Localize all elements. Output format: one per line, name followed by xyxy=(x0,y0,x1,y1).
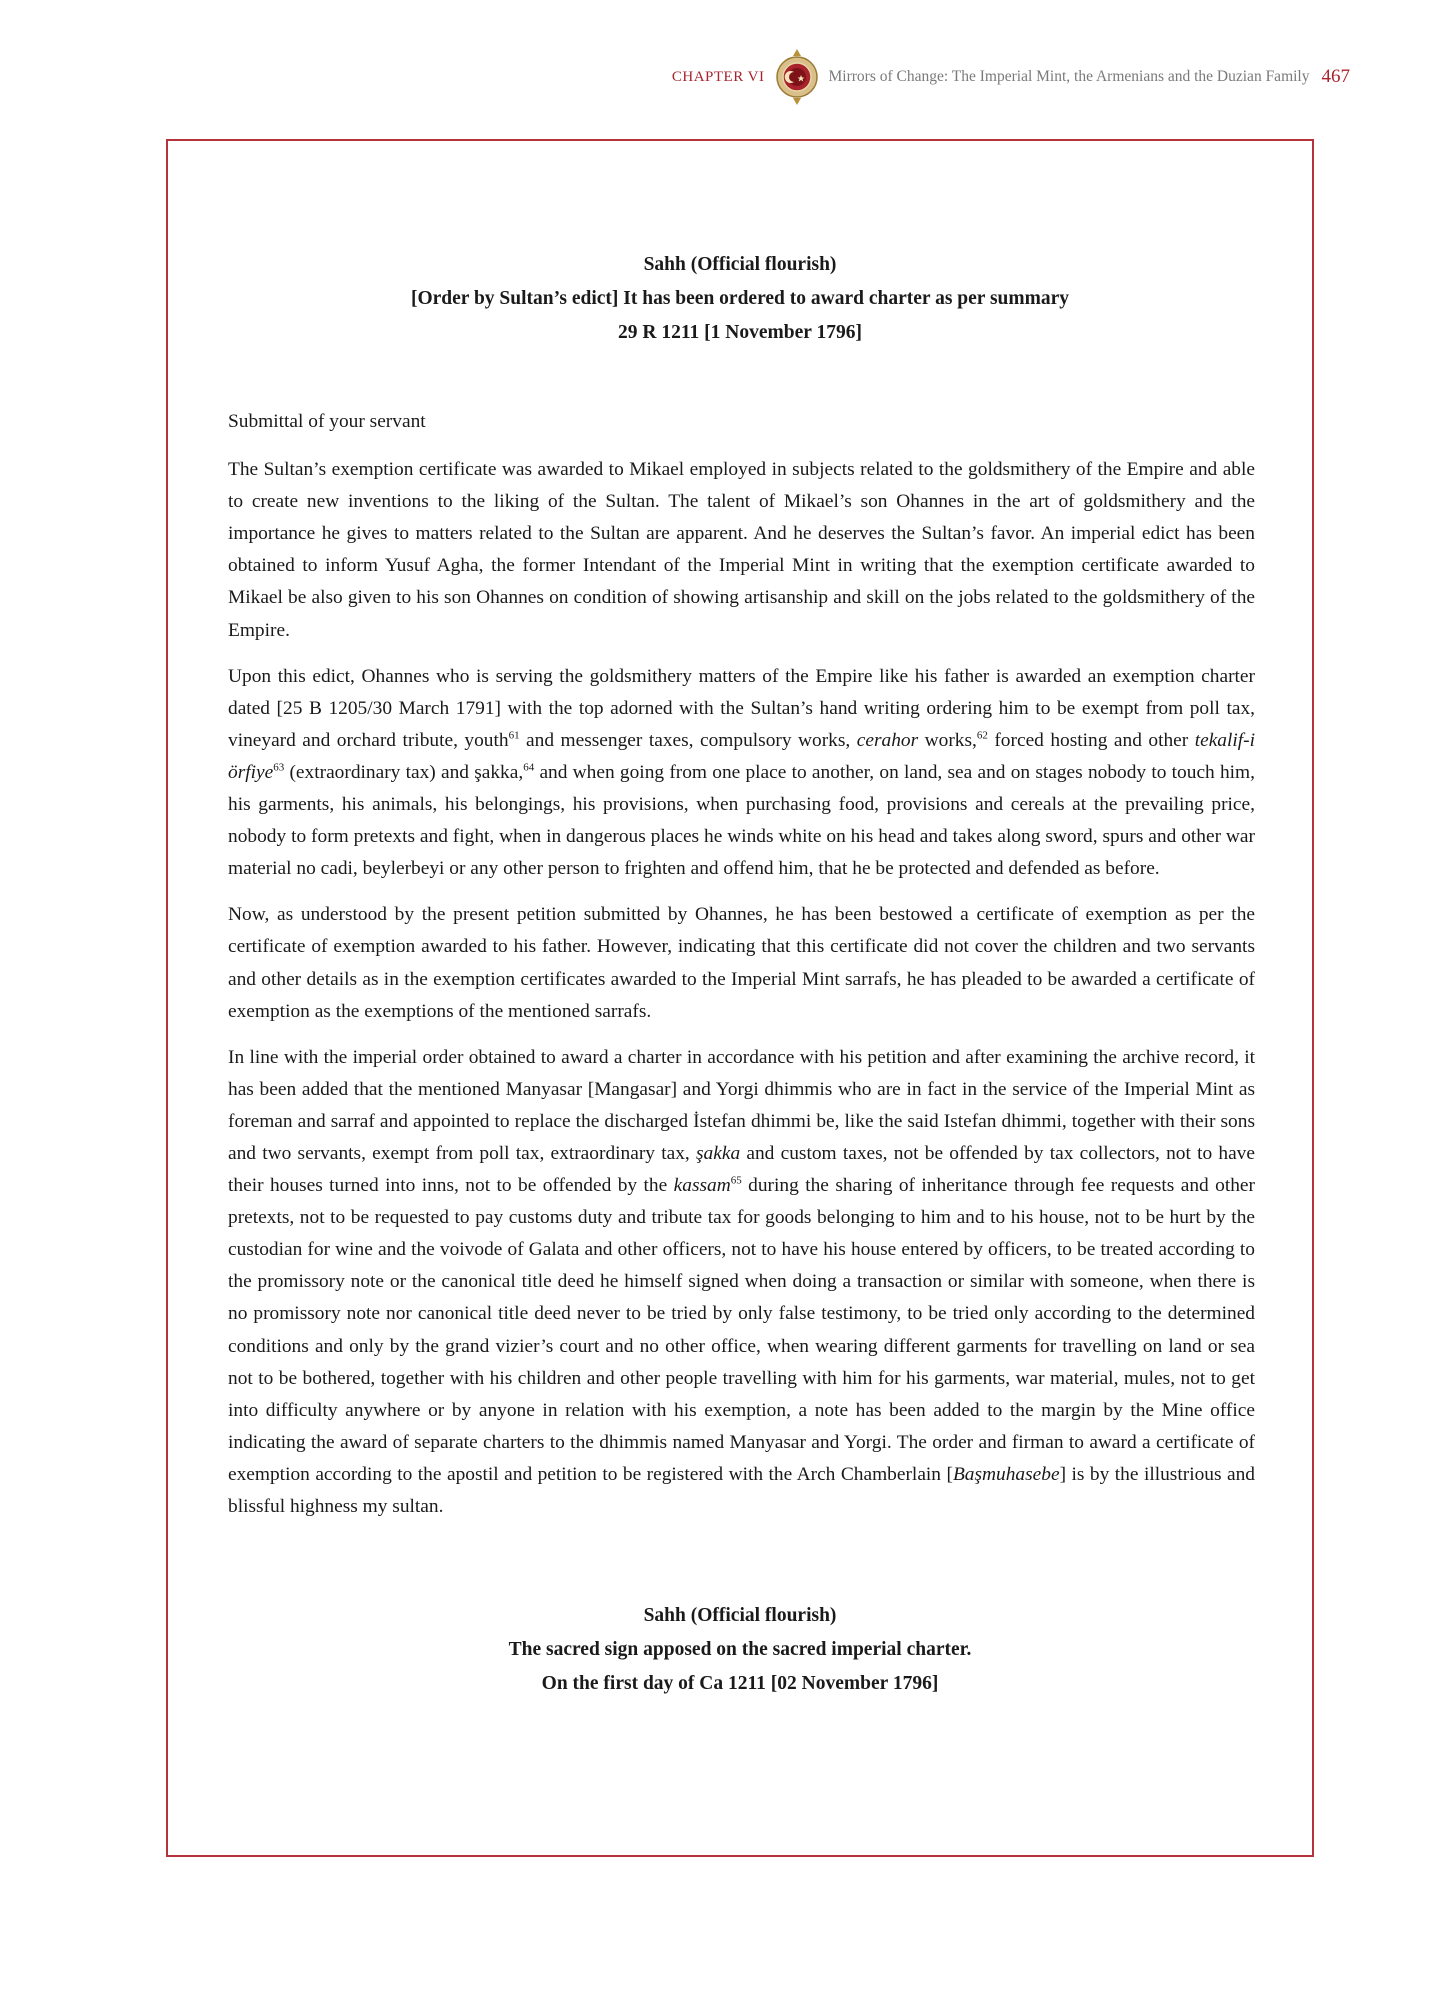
bottom-heading-date: On the first day of Ca 1211 [02 November 1796] xyxy=(541,1673,939,1694)
bottom-heading-flourish: Sahh (Official flourish) xyxy=(643,1605,837,1626)
paragraph-1: The Sultan’s exemption certificate was awarded to Mikael employed in subjects related to the goldsmithery of the Empire and able to create new inventions to the liking of the Sultan. The talent of Mikael’s son Ohannes in the art of goldsmithery and the importance he gives to matters related to the Sultan are apparent. And he deserves the Sultan’s favor. An imperial edict has been obtained to inform Yusuf Agha, the former Intendant of the Imperial Mint in writing that the exemption certificate awarded to Mikael be also given to his son Ohannes on condition of showing artisanship and skill on the jobs related to the goldsmithery of the Empire. xyxy=(228,459,1255,641)
text-span: and when going from one place to another, on land, sea and on stages nobody to touch him, his garments, his animals, his belongings, his provisions, when purchasing food, provisions and cereals at the prevailing price, nobody to form pretexts and fight, when in dangerous places he winds white on his head and takes along sword, spurs and other war material no cadi, beylerbeyi or any other person to frighten and offend him, that he be protected and defended as before. xyxy=(228,761,1255,880)
top-heading xyxy=(168,248,1312,350)
running-title: Mirrors of Change: The Imperial Mint, the Armenians and the Duzian Family xyxy=(828,68,1310,85)
text-span: Upon this edict, Ohannes who is serving the goldsmithery matters of the Empire like his father is awarded an exemption charter dated [25 B 1205/30 March 1791] with the top adorned with the Sultan’s hand writing ordering him to be exempt from poll tax, vineyard and orchard tribute, youth xyxy=(228,665,1255,751)
chapter-label: CHAPTER VI xyxy=(671,68,765,85)
text-span: In line with the imperial order obtained to award a charter in accordance with his petition and after examining the archive record, it has been added that the mentioned Manyasar [Mangasar] and Yorgi dhimmis who are in fact in the service of the Imperial Mint as foreman and sarraf and appointed to replace the discharged İstefan dhimmi be, like the said Istefan dhimmi, together with their sons and two servants, exempt from poll tax, extraordinary tax, xyxy=(228,1046,1255,1164)
text-span: ] is by the illustrious and blissful highness my sultan. xyxy=(228,1463,1255,1517)
italic-term: kassam xyxy=(673,1175,731,1197)
paragraph-2 xyxy=(228,661,1255,886)
footnote-ref-62: 62 xyxy=(976,729,988,742)
italic-term: cerahor xyxy=(856,729,919,751)
text-span: forced hosting and other xyxy=(987,729,1195,751)
text-span: (extraordinary tax) and şakka, xyxy=(284,761,524,783)
text-span: during the sharing of inheritance through fee requests and other pretexts, not to be requested to pay customs duty and tribute tax for goods belonging to him and to his house, not to be hurt by the custodian for wine and the voivode of Galata and other officers, not to have his house entered by officers, to be treated according to the promissory note or the canonical title deed he himself signed when doing a transaction or similar with someone, when there is no promissory note nor canonical title deed never to be tried by only false testimony, to be tried only according to the determined conditions and only by the grand vizier’s court and no other office, when wearing different garments for travelling on land or sea not to be bothered, together with his children and other people travelling with him for his garments, war material, mules, not to get into difficulty anywhere or by anyone in relation with his exemption, a note has been added to the margin by the Mine office indicating the award of separate charters to the dhimmis named Manyasar and Yorgi. The order and firman to award a certificate of exemption according to the apostil and petition to be registered with the Arch Chamberlain [ xyxy=(228,1175,1255,1485)
text-span: and messenger taxes, compulsory works, xyxy=(519,729,857,751)
lead-line: Submittal of your servant xyxy=(228,411,426,432)
page-number: 467 xyxy=(1321,66,1350,87)
text-span: works, xyxy=(918,729,977,751)
document-body xyxy=(228,406,1255,1537)
paragraph-3: Now, as understood by the present petition submitted by Ohannes, he has been bestowed a certificate of exemption as per the certificate of exemption awarded to his father. However, indicating that this certificate did not cover the children and two servants and other details as in the exemption certificates awarded to the Imperial Mint sarrafs, he has pleaded to be awarded a certificate of exemption as the exemptions of the mentioned sarrafs. xyxy=(228,904,1255,1022)
bottom-heading xyxy=(168,1599,1312,1701)
footnote-ref-63: 63 xyxy=(273,761,285,774)
footnote-ref-61: 61 xyxy=(508,729,520,742)
text-span: and custom taxes, not be offended by tax collectors, not to have their houses turned into inns, not to be offended by the xyxy=(228,1142,1255,1197)
footnote-ref-64: 64 xyxy=(523,761,535,774)
bottom-heading-sign: The sacred sign apposed on the sacred imperial charter. xyxy=(508,1639,972,1660)
document-frame xyxy=(166,139,1314,1857)
footnote-ref-65: 65 xyxy=(730,1174,742,1187)
paragraph-4 xyxy=(228,1042,1255,1523)
top-heading-date: 29 R 1211 [1 November 1796] xyxy=(618,322,862,343)
italic-term: tekalif-i örfiye xyxy=(228,729,1256,783)
top-heading-order: [Order by Sultan’s edict] It has been ordered to award charter as per summary xyxy=(410,288,1070,309)
italic-term: şakka xyxy=(695,1142,741,1164)
top-heading-flourish: Sahh (Official flourish) xyxy=(643,254,837,275)
running-header xyxy=(672,62,1350,92)
italic-term: Başmuhasebe xyxy=(952,1463,1060,1485)
ottoman-medal-emblem-icon xyxy=(775,48,819,106)
